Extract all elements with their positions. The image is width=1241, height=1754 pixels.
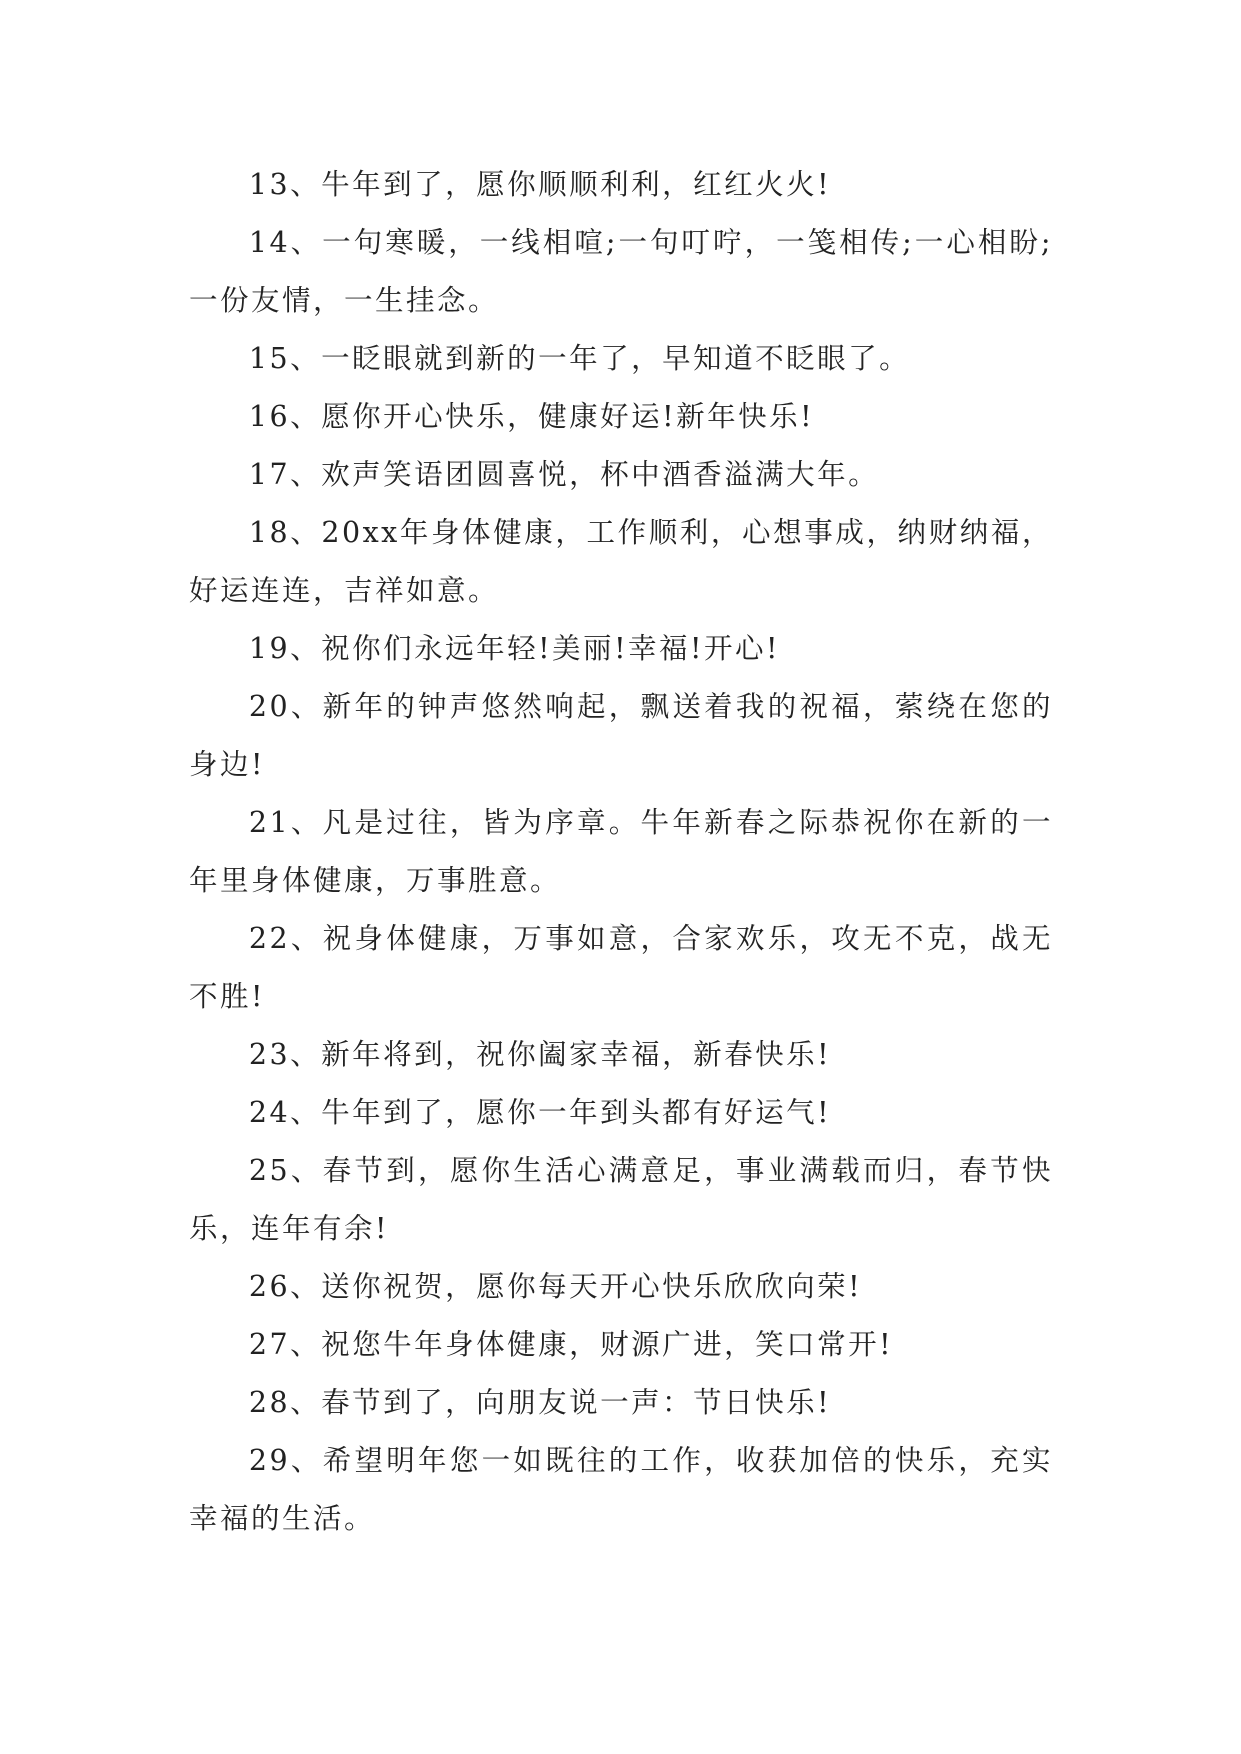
paragraph-24: 24、牛年到了，愿你一年到头都有好运气! <box>248 1096 832 1129</box>
paragraph-21: 21、凡是过往，皆为序章。牛年新春之际恭祝你在新的一年里身体健康，万事胜意。 <box>189 806 1053 897</box>
paragraph-17: 17、欢声笑语团圆喜悦，杯中酒香溢满大年。 <box>248 458 880 491</box>
paragraph-14: 14、一句寒暖，一线相喧;一句叮咛，一笺相传;一心相盼;一份友情，一生挂念。 <box>189 226 1053 317</box>
paragraph-18: 18、20xx年身体健康，工作顺利，心想事成，纳财纳福，好运连连，吉祥如意。 <box>189 516 1053 607</box>
paragraph-16: 16、愿你开心快乐，健康好运!新年快乐! <box>248 400 815 433</box>
paragraph-27: 27、祝您牛年身体健康，财源广进，笑口常开! <box>248 1328 894 1361</box>
paragraph-15: 15、一眨眼就到新的一年了，早知道不眨眼了。 <box>248 342 911 375</box>
paragraph-19: 19、祝你们永远年轻!美丽!幸福!开心! <box>248 632 780 665</box>
paragraph-13: 13、牛年到了，愿你顺顺利利，红红火火! <box>248 168 832 201</box>
paragraph-26: 26、送你祝贺，愿你每天开心快乐欣欣向荣! <box>248 1270 863 1303</box>
paragraph-29: 29、希望明年您一如既往的工作，收获加倍的快乐，充实幸福的生活。 <box>189 1444 1053 1535</box>
document-body <box>189 156 1053 1548</box>
paragraph-20: 20、新年的钟声悠然响起，飘送着我的祝福，萦绕在您的身边! <box>189 690 1053 781</box>
paragraph-23: 23、新年将到，祝你阖家幸福，新春快乐! <box>248 1038 832 1071</box>
paragraph-22: 22、祝身体健康，万事如意，合家欢乐，攻无不克，战无不胜! <box>189 922 1053 1013</box>
paragraph-25: 25、春节到，愿你生活心满意足，事业满载而归，春节快乐，连年有余! <box>189 1154 1053 1245</box>
paragraph-28: 28、春节到了，向朋友说一声：节日快乐! <box>248 1386 832 1419</box>
